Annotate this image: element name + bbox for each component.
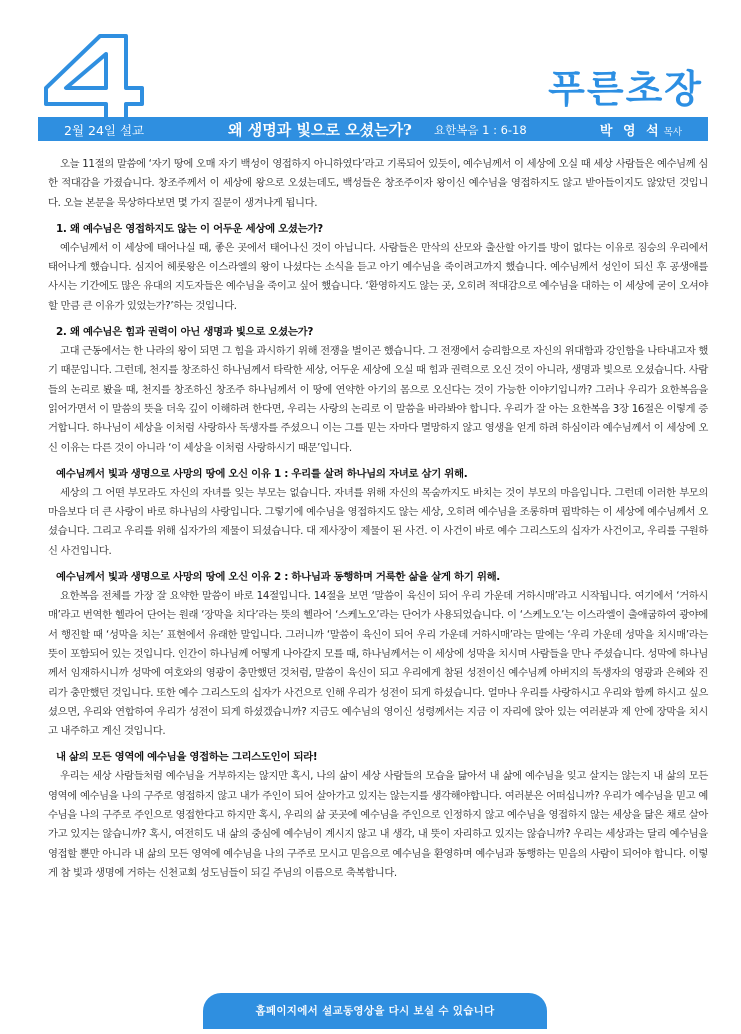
sermon-body <box>48 155 708 883</box>
speaker <box>600 120 682 139</box>
brand-logo: 푸른초장 <box>548 67 703 111</box>
section-text-5: 우리는 세상 사람들처럼 예수님을 거부하지는 않지만 혹시, 나의 삶이 세상 사람들의 모습을 닮아서 내 삶에 예수님을 잊고 살지는 않는지 내 삶의 모든 영역에 예수님을 나의 구주로 영접하지 않고 내가 주인이 되어 살아가고 있지는 않는지를 생각해야합니다. 여러분은 어떠십니까? 우리가 예수님을 믿고 예수님을 나의 구주로 주인으로 영접한다고 하지만 혹시, 우리의 삶 곳곳에 예수님을 주인으로 인정하지 않고 예수님을 영접하지 않는 세상을 닮은 채로 살아가고 있지는 않습니까? 혹시, 여전히도 내 삶의 중심에 예수님이 계시지 않고 내 생각, 내 뜻이 자리하고 있지는 않습니까? 우리는 세상과는 달리 예수님을 영접할 뿐만 아니라 내 삶의 모든 영역에 예수님을 나의 구주로 모시고 믿음으로 예수님을 환영하며 예수님과 동행하는 믿음의 사람이 되어야 합니다. 이렇게 참 빛과 생명에 거하는 신천교회 성도님들이 되길 주님의 이름으로 축복합니다. <box>48 770 708 879</box>
section-heading-2: 2. 왜 예수님은 힘과 권력이 아닌 생명과 빛으로 오셨는가? <box>56 326 314 339</box>
page-number-outline <box>38 32 148 124</box>
sermon-header-bar <box>38 117 708 141</box>
section-heading-1: 1. 왜 예수님은 영접하지도 않는 이 어두운 세상에 오셨는가? <box>56 222 323 235</box>
speaker-title: 목사 <box>663 127 682 138</box>
scripture-reference: 요한복음 1 : 6-18 <box>434 123 527 137</box>
section-text-1: 예수님께서 이 세상에 태어나실 때, 좋은 곳에서 태어나신 것이 아닙니다. 사람들은 만삭의 산모와 출산할 아기를 방이 없다는 이유로 짐승의 우리에서 태어나게 했습니다. 심지어 헤롯왕은 이스라엘의 왕이 나셨다는 소식을 듣고 아기 예수님을 죽이려고까지 했습니다. 예수님께서 성인이 되신 후 공생애를 사시는 기간에도 많은 유대의 지도자들은 예수님을 죽이고 싶어 했습니다. ‘환영하지도 않는 곳, 오히려 적대감으로 예수님을 대하는 이 세상에 굳이 오셔야 할 만큼 큰 이유가 있었는가?’하는 것입니다. <box>48 241 708 312</box>
section-heading-4: 예수님께서 빛과 생명으로 사망의 땅에 오신 이유 2 : 하나님과 동행하며 거룩한 삶을 살게 하기 위해. <box>56 571 500 584</box>
speaker-name: 박 영 석 <box>599 124 662 139</box>
sermon-date: 2월 24일 설교 <box>64 123 145 138</box>
intro-paragraph: 오늘 11절의 말씀에 ‘자기 땅에 오매 자기 백성이 영접하지 아니하였다’라고 기록되어 있듯이, 예수님께서 이 세상에 오실 때 세상 사람들은 예수님께 심한 적대감을 가졌습니다. 창조주께서 이 세상에 왕으로 오셨는데도, 백성들은 창조주이자 왕이신 예수님을 영접하지도 않고 받아들이지도 않았던 것입니다. 오늘 본문을 묵상하다보면 몇 가지 질문이 생겨나게 됩니다. <box>48 158 708 209</box>
video-notice-banner: 홈페이지에서 설교동영상을 다시 보실 수 있습니다 <box>203 993 547 1029</box>
sermon-title: 왜 생명과 빛으로 오셨는가? <box>228 121 412 139</box>
page-number <box>38 32 148 124</box>
section-heading-3: 예수님께서 빛과 생명으로 사망의 땅에 오신 이유 1 : 우리를 살려 하나님의 자녀로 삼기 위해. <box>56 467 468 480</box>
section-text-4: 요한복음 전체를 가장 잘 요약한 말씀이 바로 14절입니다. 14절을 보면 ‘말씀이 육신이 되어 우리 가운데 거하시매’라고 시작됩니다. 여기에서 ‘거하시매’라고 번역한 헬라어 단어는 원래 ‘장막을 치다’라는 뜻의 헬라어 ‘스케노오’라는 단어가 사용되었습니다. 이 ‘스케노오’는 이스라엘이 출애굽하여 광야에서 행진할 때 ‘성막을 치는’ 표현에서 유래한 말입니다. 그러니까 ‘말씀이 육신이 되어 우리 가운데 거하시매’라는 말에는 ‘우리 가운데 성막을 치시매’라는 뜻이 포함되어 있는 것입니다. 인간이 하나님께 어떻게 나아갈지 모를 때, 하나님께서는 이 세상에 성막을 치시며 사람들을 만나 주셨습니다. 성막에 하나님께서 임재하시니까 성막에 여호와의 영광이 충만했던 것처럼, 말씀이 육신이 되고 우리에게 참된 성전이신 예수님께 아버지의 독생자의 영광과 은혜와 진리가 충만했던 것입니다. 또한 예수 그리스도의 십자가 사건으로 인해 우리가 성전이 되게 하셨습니다. 얼마나 우리를 사랑하시고 우리와 함께 하시고 싶으셨으면, 우리와 연합하여 우리가 성전이 되게 하셨겠습니까? 지금도 예수님의 영이신 성령께서는 지금 이 자리에 앉아 있는 여러분과 제 안에 장막을 치시고 내주하고 계신 것입니다. <box>48 590 708 738</box>
section-text-3: 세상의 그 어떤 부모라도 자신의 자녀를 잊는 부모는 없습니다. 자녀를 위해 자신의 목숨까지도 바치는 것이 부모의 마음입니다. 그런데 이러한 부모의 마음보다 더 큰 사랑이 바로 하나님의 사랑입니다. 그렇기에 예수님을 영접하지도 않는 세상, 오히려 예수님을 조롱하며 핍박하는 이 세상에 예수님께서 오셨습니다. 그리고 우리를 위해 십자가의 제물이 되셨습니다. 대 제사장이 제물이 된 사건. 이 사건이 바로 예수 그리스도의 십자가 사건이고, 우리를 구원하신 사건입니다. <box>48 486 708 557</box>
section-text-2: 고대 근동에서는 한 나라의 왕이 되면 그 힘을 과시하기 위해 전쟁을 벌이곤 했습니다. 그 전쟁에서 승리함으로 자신의 위대함과 강인함을 나타내고자 했기 때문입니다. 그런데, 천지를 창조하신 하나님께서 타락한 세상, 어두운 세상에 오실 때 힘과 권력으로 오신 것이 아니라, 생명과 빛으로 오셨습니다. 사람들의 논리로 봤을 때, 천지를 창조하신 창조주 하나님께서 이 땅에 연약한 아기의 몸으로 오신다는 것이 가능한 이야기입니까? 그러나 우리가 요한복음을 읽어가면서 이 말씀의 뜻을 더욱 깊이 이해하려 한다면, 우리는 사랑의 논리로 이 말씀을 바라봐야 합니다. 우리가 잘 아는 요한복음 3장 16절은 이렇게 증거합니다. 하나님이 세상을 이처럼 사랑하사 독생자를 주셨으니 이는 그를 믿는 자마다 멸망하지 않고 영생을 얻게 하려 하심이라 예수님께서 이 세상에 오신 이유는 다른 것이 아니라 ‘이 세상을 이처럼 사랑하시기 때문’입니다. <box>48 345 708 454</box>
section-heading-5: 내 삶의 모든 영역에 예수님을 영접하는 그리스도인이 되라! <box>56 751 318 764</box>
